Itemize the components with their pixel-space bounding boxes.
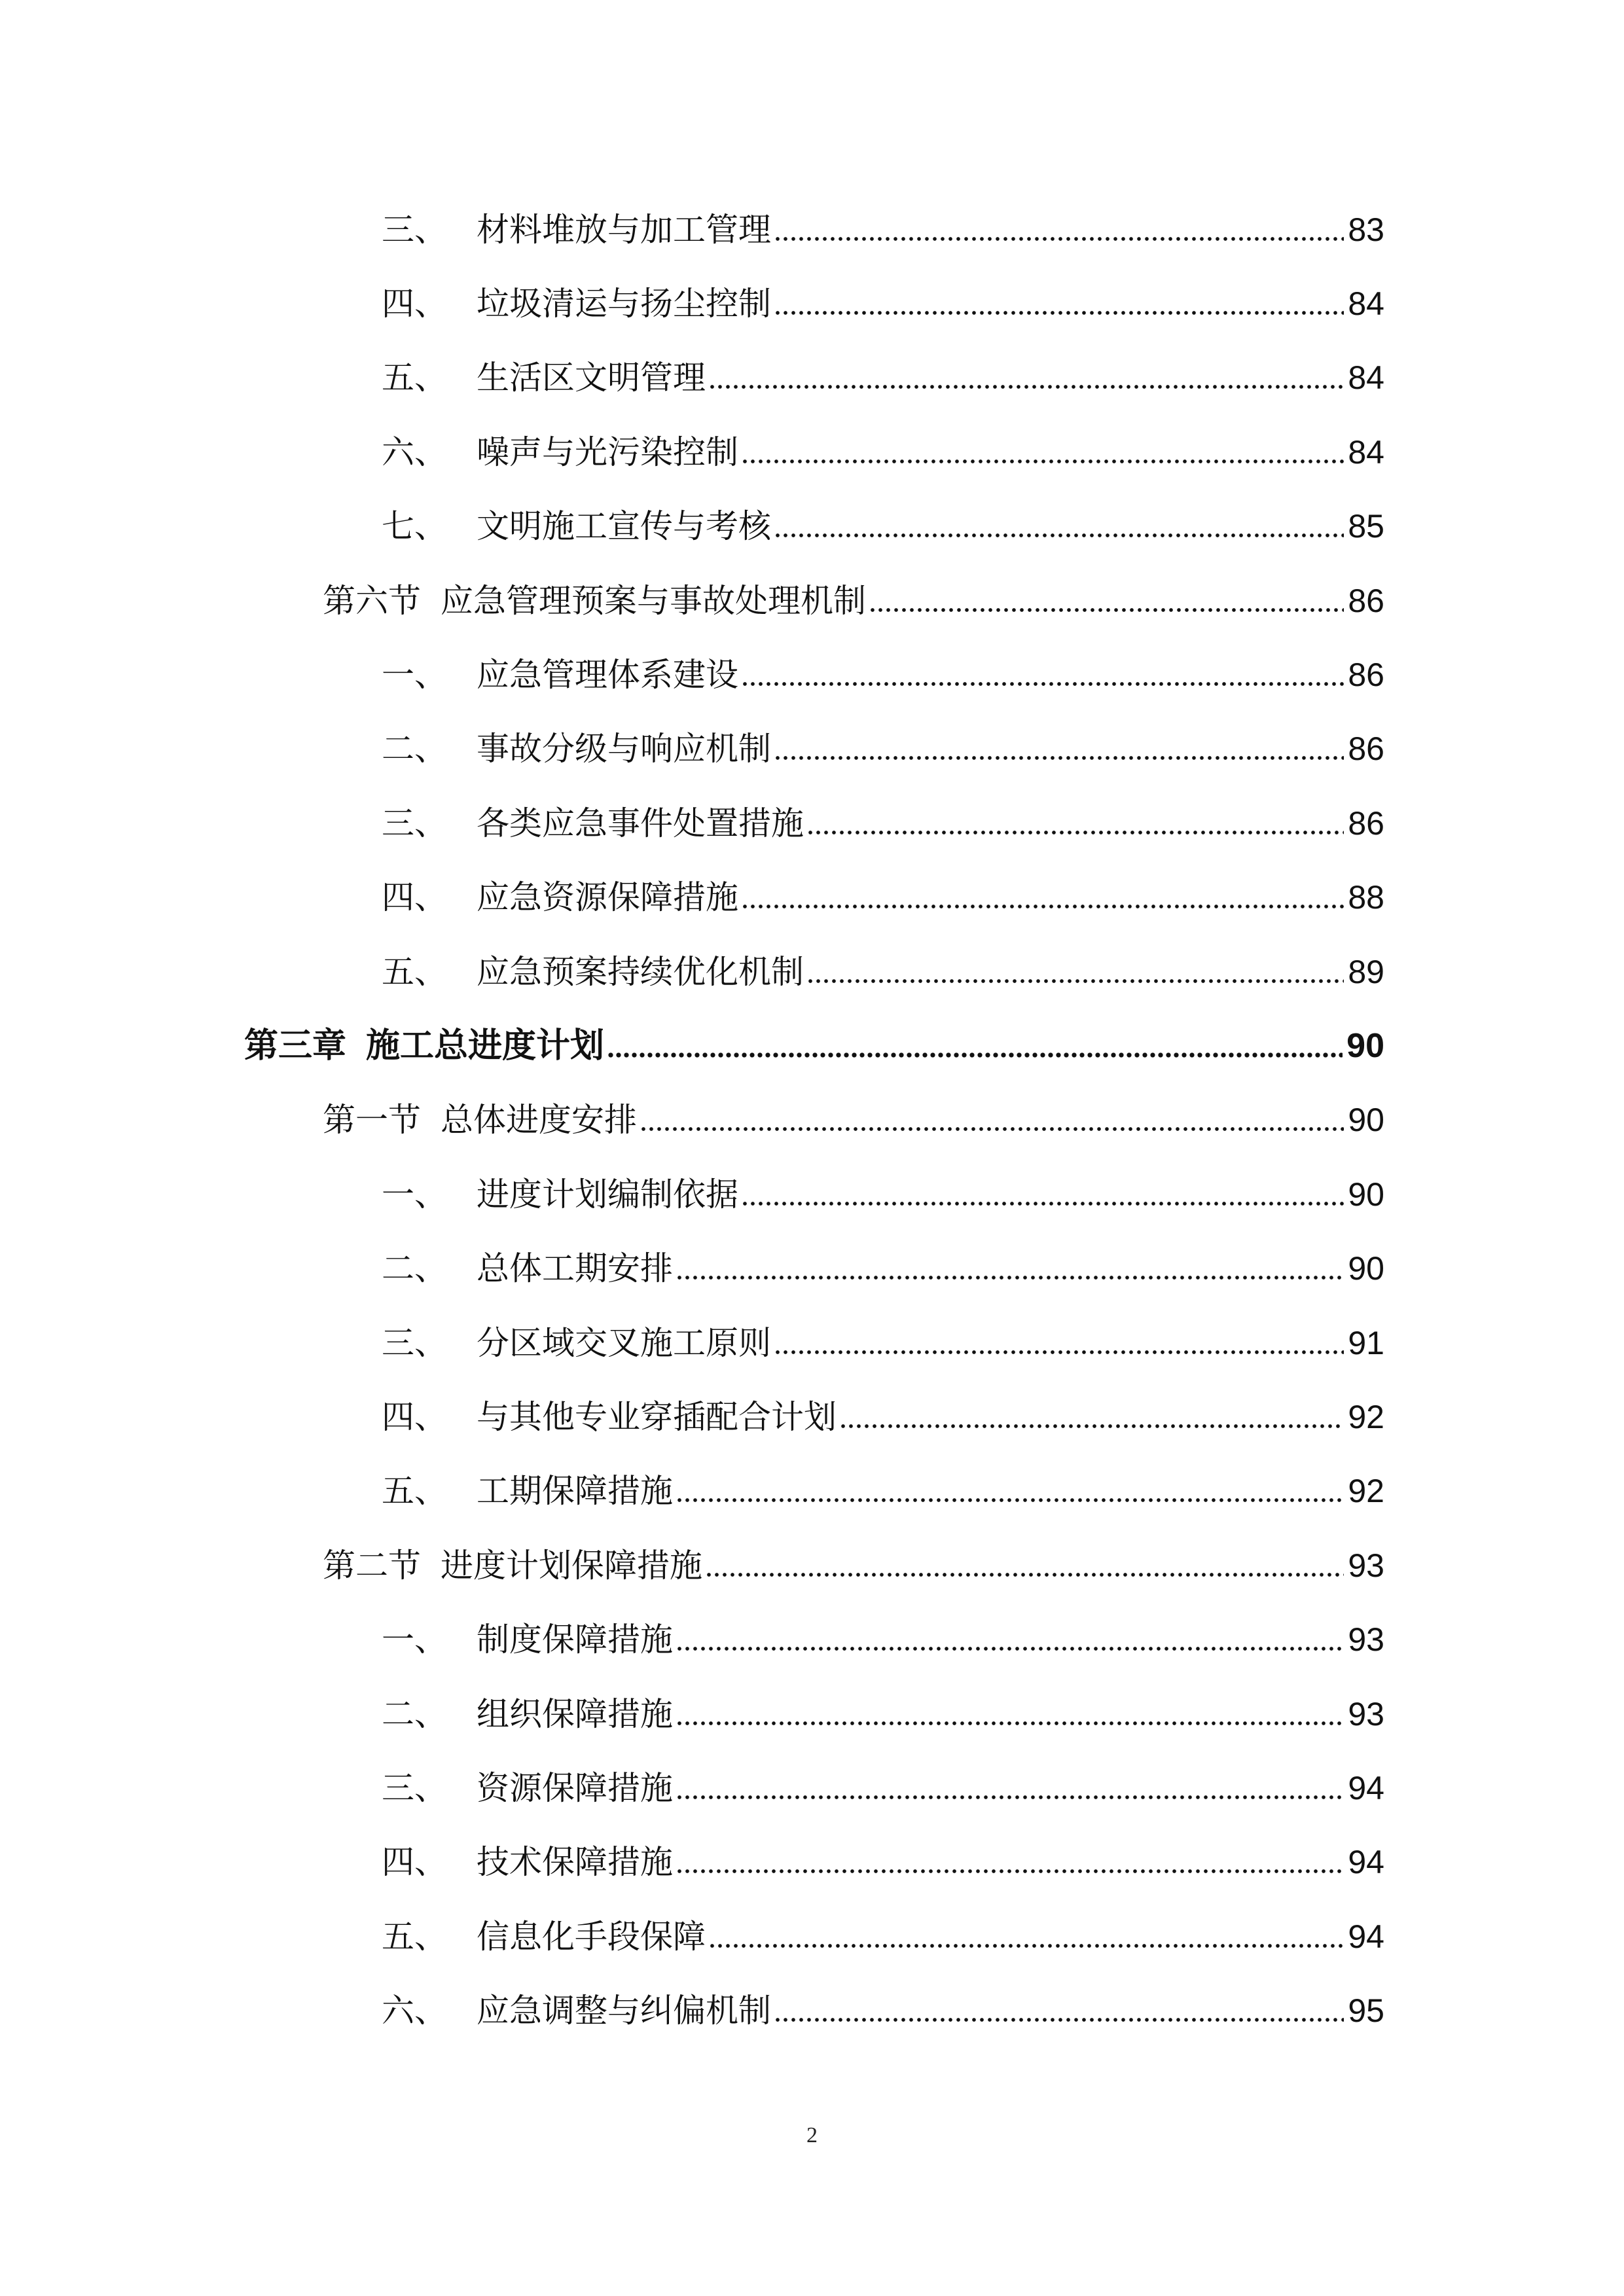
toc-entry-page: 86	[1348, 730, 1384, 768]
toc-entry[interactable]	[382, 861, 1384, 935]
toc-entry-page: 90	[1346, 1026, 1384, 1065]
toc-entry-page: 88	[1348, 879, 1384, 916]
dot-leader	[774, 213, 1344, 246]
dot-leader	[806, 807, 1344, 840]
toc-entry-title: 垃圾清运与扬尘控制	[477, 285, 771, 323]
toc-entry-title: 制度保障措施	[477, 1621, 673, 1659]
toc-entry-title: 资源保障措施	[477, 1768, 673, 1807]
dot-leader	[839, 1401, 1344, 1433]
toc-entry[interactable]	[382, 490, 1384, 564]
dot-leader	[676, 1252, 1344, 1285]
toc-entry[interactable]	[382, 192, 1384, 266]
toc-entry-page: 94	[1348, 1769, 1384, 1806]
dot-leader	[741, 658, 1344, 691]
toc-entry-number: 第六节	[323, 581, 421, 620]
toc-entry-title: 事故分级与响应机制	[477, 730, 771, 768]
toc-entry-page: 86	[1348, 804, 1384, 842]
dot-leader	[774, 732, 1344, 765]
dot-leader	[676, 1623, 1344, 1656]
toc-entry[interactable]	[382, 1157, 1384, 1231]
toc-entry-title: 与其他专业穿插配合计划	[477, 1397, 837, 1436]
toc-entry[interactable]	[382, 935, 1384, 1009]
page-number: 2	[806, 2123, 818, 2147]
dot-leader	[774, 1994, 1344, 2027]
toc-entry-number: 四、	[382, 1397, 447, 1436]
toc-entry-number: 第三章	[244, 1025, 347, 1066]
toc-entry-number: 一、	[382, 656, 447, 694]
toc-entry-number: 三、	[382, 1323, 447, 1362]
toc-entry[interactable]	[382, 266, 1384, 340]
toc-entry-page: 84	[1348, 433, 1384, 471]
toc-entry-page: 95	[1348, 1992, 1384, 2030]
toc-entry-number: 三、	[382, 1768, 447, 1807]
dot-leader	[741, 1178, 1344, 1211]
toc-entry-title: 应急管理体系建设	[477, 656, 738, 694]
toc-entry-page: 94	[1348, 1918, 1384, 1955]
toc-entry[interactable]	[382, 712, 1384, 786]
toc-entry-number: 五、	[382, 1472, 447, 1511]
toc-entry-page: 94	[1348, 1844, 1384, 1881]
dot-leader	[676, 1772, 1344, 1804]
toc-entry-page: 90	[1348, 1102, 1384, 1139]
toc-entry-number: 三、	[382, 210, 447, 249]
toc-entry-page: 89	[1348, 953, 1384, 990]
dot-leader	[708, 1920, 1344, 1953]
toc-chapter-entry[interactable]	[244, 1009, 1384, 1083]
toc-entry-page: 90	[1348, 1250, 1384, 1287]
toc-entry-title: 进度计划保障措施	[441, 1546, 702, 1585]
toc-entry-title: 信息化手段保障	[477, 1917, 706, 1956]
toc-entry[interactable]	[382, 1899, 1384, 1973]
toc-section-entry[interactable]	[323, 564, 1384, 637]
toc-entry-number: 四、	[382, 1843, 447, 1882]
toc-entry-number: 五、	[382, 952, 447, 991]
dot-leader	[708, 361, 1344, 394]
toc-entry-title: 应急资源保障措施	[477, 878, 738, 917]
table-of-contents	[0, 192, 1624, 2048]
toc-entry-number: 五、	[382, 1917, 447, 1956]
toc-section-entry[interactable]	[323, 1528, 1384, 1602]
toc-entry-page: 86	[1348, 656, 1384, 694]
toc-entry-title: 组织保障措施	[477, 1695, 673, 1733]
dot-leader	[741, 436, 1344, 469]
toc-entry-title: 应急预案持续优化机制	[477, 952, 804, 991]
toc-entry-number: 四、	[382, 285, 447, 323]
toc-entry-page: 91	[1348, 1324, 1384, 1361]
toc-entry-page: 83	[1348, 211, 1384, 248]
toc-entry[interactable]	[382, 1454, 1384, 1528]
toc-entry-number: 五、	[382, 359, 447, 397]
dot-leader	[869, 584, 1344, 617]
toc-entry-title: 分区域交叉施工原则	[477, 1323, 771, 1362]
toc-entry[interactable]	[382, 637, 1384, 711]
toc-entry[interactable]	[382, 1677, 1384, 1751]
toc-entry-page: 93	[1348, 1695, 1384, 1732]
toc-entry-number: 二、	[382, 730, 447, 768]
toc-entry[interactable]	[382, 1973, 1384, 2047]
toc-entry-number: 六、	[382, 1992, 447, 2030]
dot-leader	[676, 1698, 1344, 1731]
toc-entry-title: 技术保障措施	[477, 1843, 673, 1882]
toc-entry-page: 84	[1348, 359, 1384, 397]
toc-entry-title: 应急管理预案与事故处理机制	[441, 581, 866, 620]
toc-entry-title: 材料堆放与加工管理	[477, 210, 771, 249]
toc-entry-page: 93	[1348, 1621, 1384, 1659]
toc-entry[interactable]	[382, 415, 1384, 489]
toc-entry-page: 93	[1348, 1547, 1384, 1584]
dot-leader	[741, 881, 1344, 914]
toc-entry-title: 工期保障措施	[477, 1472, 673, 1511]
toc-entry-title: 施工总进度计划	[366, 1025, 605, 1066]
toc-entry[interactable]	[382, 1380, 1384, 1454]
dot-leader	[774, 1327, 1344, 1359]
toc-entry-title: 应急调整与纠偏机制	[477, 1992, 771, 2030]
toc-entry-page: 86	[1348, 582, 1384, 619]
toc-entry-page: 85	[1348, 508, 1384, 545]
toc-entry-page: 90	[1348, 1175, 1384, 1213]
toc-section-entry[interactable]	[323, 1083, 1384, 1157]
toc-entry-number: 四、	[382, 878, 447, 917]
dot-leader	[774, 510, 1344, 543]
toc-entry-page: 92	[1348, 1473, 1384, 1510]
toc-entry-number: 三、	[382, 804, 447, 842]
toc-entry[interactable]	[382, 1306, 1384, 1380]
toc-entry-number: 六、	[382, 433, 447, 471]
toc-entry[interactable]	[382, 1231, 1384, 1305]
toc-entry-number: 第二节	[323, 1546, 421, 1585]
toc-entry[interactable]	[382, 341, 1384, 415]
dot-leader	[705, 1549, 1344, 1582]
toc-entry-title: 生活区文明管理	[477, 359, 706, 397]
dot-leader	[640, 1103, 1344, 1136]
toc-entry-title: 各类应急事件处置措施	[477, 804, 804, 842]
toc-entry-number: 一、	[382, 1175, 447, 1213]
toc-entry-number: 二、	[382, 1695, 447, 1733]
dot-leader	[676, 1846, 1344, 1878]
toc-entry-page: 92	[1348, 1398, 1384, 1435]
toc-entry-title: 进度计划编制依据	[477, 1175, 738, 1213]
dot-leader	[607, 1030, 1343, 1062]
dot-leader	[806, 956, 1344, 988]
toc-entry[interactable]	[382, 1602, 1384, 1676]
toc-entry-number: 二、	[382, 1249, 447, 1288]
dot-leader	[774, 287, 1344, 320]
toc-entry-number: 一、	[382, 1621, 447, 1659]
toc-entry[interactable]	[382, 786, 1384, 860]
toc-entry-page: 84	[1348, 285, 1384, 323]
toc-entry-number: 第一节	[323, 1101, 421, 1139]
toc-entry-title: 总体工期安排	[477, 1249, 673, 1288]
toc-entry[interactable]	[382, 1751, 1384, 1825]
toc-entry-number: 七、	[382, 507, 447, 546]
dot-leader	[676, 1475, 1344, 1507]
toc-entry-title: 文明施工宣传与考核	[477, 507, 771, 546]
toc-entry-title: 噪声与光污染控制	[477, 433, 738, 471]
toc-entry-title: 总体进度安排	[441, 1101, 637, 1139]
toc-entry[interactable]	[382, 1825, 1384, 1899]
